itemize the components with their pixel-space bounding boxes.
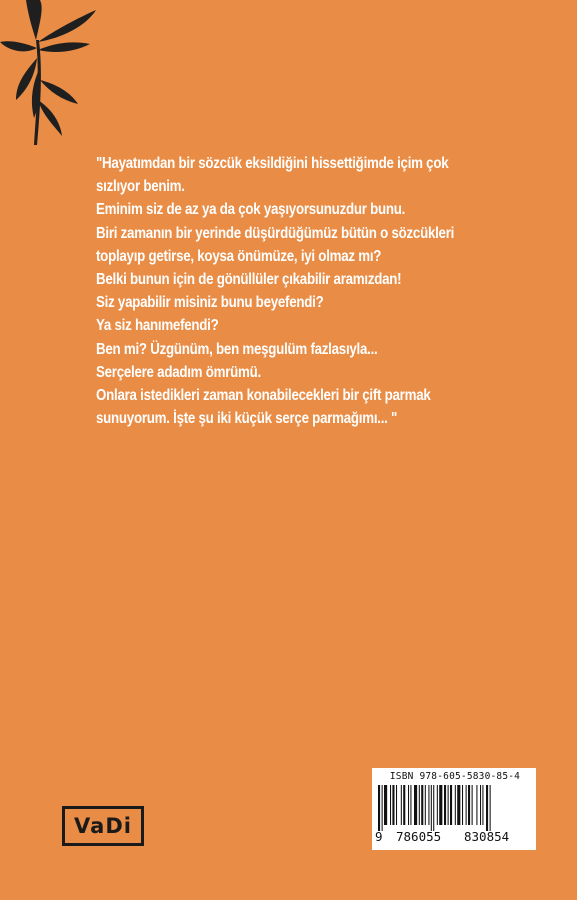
quote-line: Onlara istedikleri zaman konabilecekleri bir çift parmak [96, 387, 431, 405]
barcode-bar [403, 785, 405, 825]
quote-line: sızlıyor benim. [96, 178, 185, 196]
ean-first-digit: 9 [375, 829, 383, 844]
barcode-bar [425, 785, 426, 825]
publisher-logo: VaDi [62, 806, 144, 846]
barcode-bar [431, 785, 432, 831]
barcode-bar [476, 785, 477, 825]
back-cover-quote [96, 152, 526, 430]
barcode-bar [382, 785, 383, 831]
barcode-bar [448, 785, 449, 825]
quote-line: Ya siz hanımefendi? [96, 317, 219, 335]
barcode-bar [428, 785, 429, 825]
barcode-bars [378, 785, 532, 831]
barcode-bar [401, 785, 402, 825]
barcode-bar [466, 785, 467, 825]
ean-right-group: 830854 [464, 829, 510, 844]
barcode-bar [486, 785, 488, 831]
quote-line: sunuyorum. İşte şu iki küçük serçe parmağımı... " [96, 410, 398, 428]
barcode-bar [450, 785, 452, 825]
barcode-bar [410, 785, 411, 825]
barcode-bar [437, 785, 438, 825]
barcode-bar [390, 785, 391, 825]
barcode-bar [462, 785, 463, 825]
quote-line: Serçelere adadım ömrümü. [96, 363, 261, 381]
barcode-bar [414, 785, 417, 825]
quote-line: Ben mi? Üzgünüm, ben meşgulüm fazlasıyla... [96, 340, 378, 358]
quote-line: toplayıp getirse, koysa önümüze, iyi olmaz mı? [96, 247, 382, 265]
quote-line: Biri zamanın bir yerinde düşürdüğümüz bütün o sözcükleri [96, 224, 455, 242]
quote-line: "Hayatımdan bir sözcük eksildiğini hissettiğimde içim çok [96, 155, 449, 172]
barcode-bar [392, 785, 394, 825]
barcode-bar [482, 785, 483, 825]
barcode-bar [421, 785, 423, 825]
leaf-branch-icon [0, 0, 125, 145]
barcode-bar [455, 785, 456, 825]
barcode-bar [480, 785, 481, 825]
barcode-bar [472, 785, 473, 825]
isbn-barcode [372, 768, 536, 850]
ean-left-group: 786055 [396, 829, 442, 844]
barcode-bar [384, 785, 387, 825]
quote-line: Belki bunun için de gönüllüler çıkabilir aramızdan! [96, 271, 402, 289]
barcode-bar [408, 785, 409, 825]
barcode-bar [457, 785, 460, 825]
barcode-bar [444, 785, 446, 825]
barcode-bar [419, 785, 420, 825]
isbn-label: ISBN 978-605-5830-85-4 [389, 771, 521, 782]
barcode-bar [378, 785, 380, 831]
barcode-bar [433, 785, 434, 831]
quote-line: Eminim siz de az ya da çok yaşıyorsunuzdur bunu. [96, 201, 406, 219]
quote-line: Siz yapabilir misiniz bunu beyefendi? [96, 294, 324, 312]
barcode-bar [396, 785, 397, 825]
barcode-bar [490, 785, 491, 831]
barcode-bar [439, 785, 442, 825]
barcode-bar [468, 785, 470, 825]
